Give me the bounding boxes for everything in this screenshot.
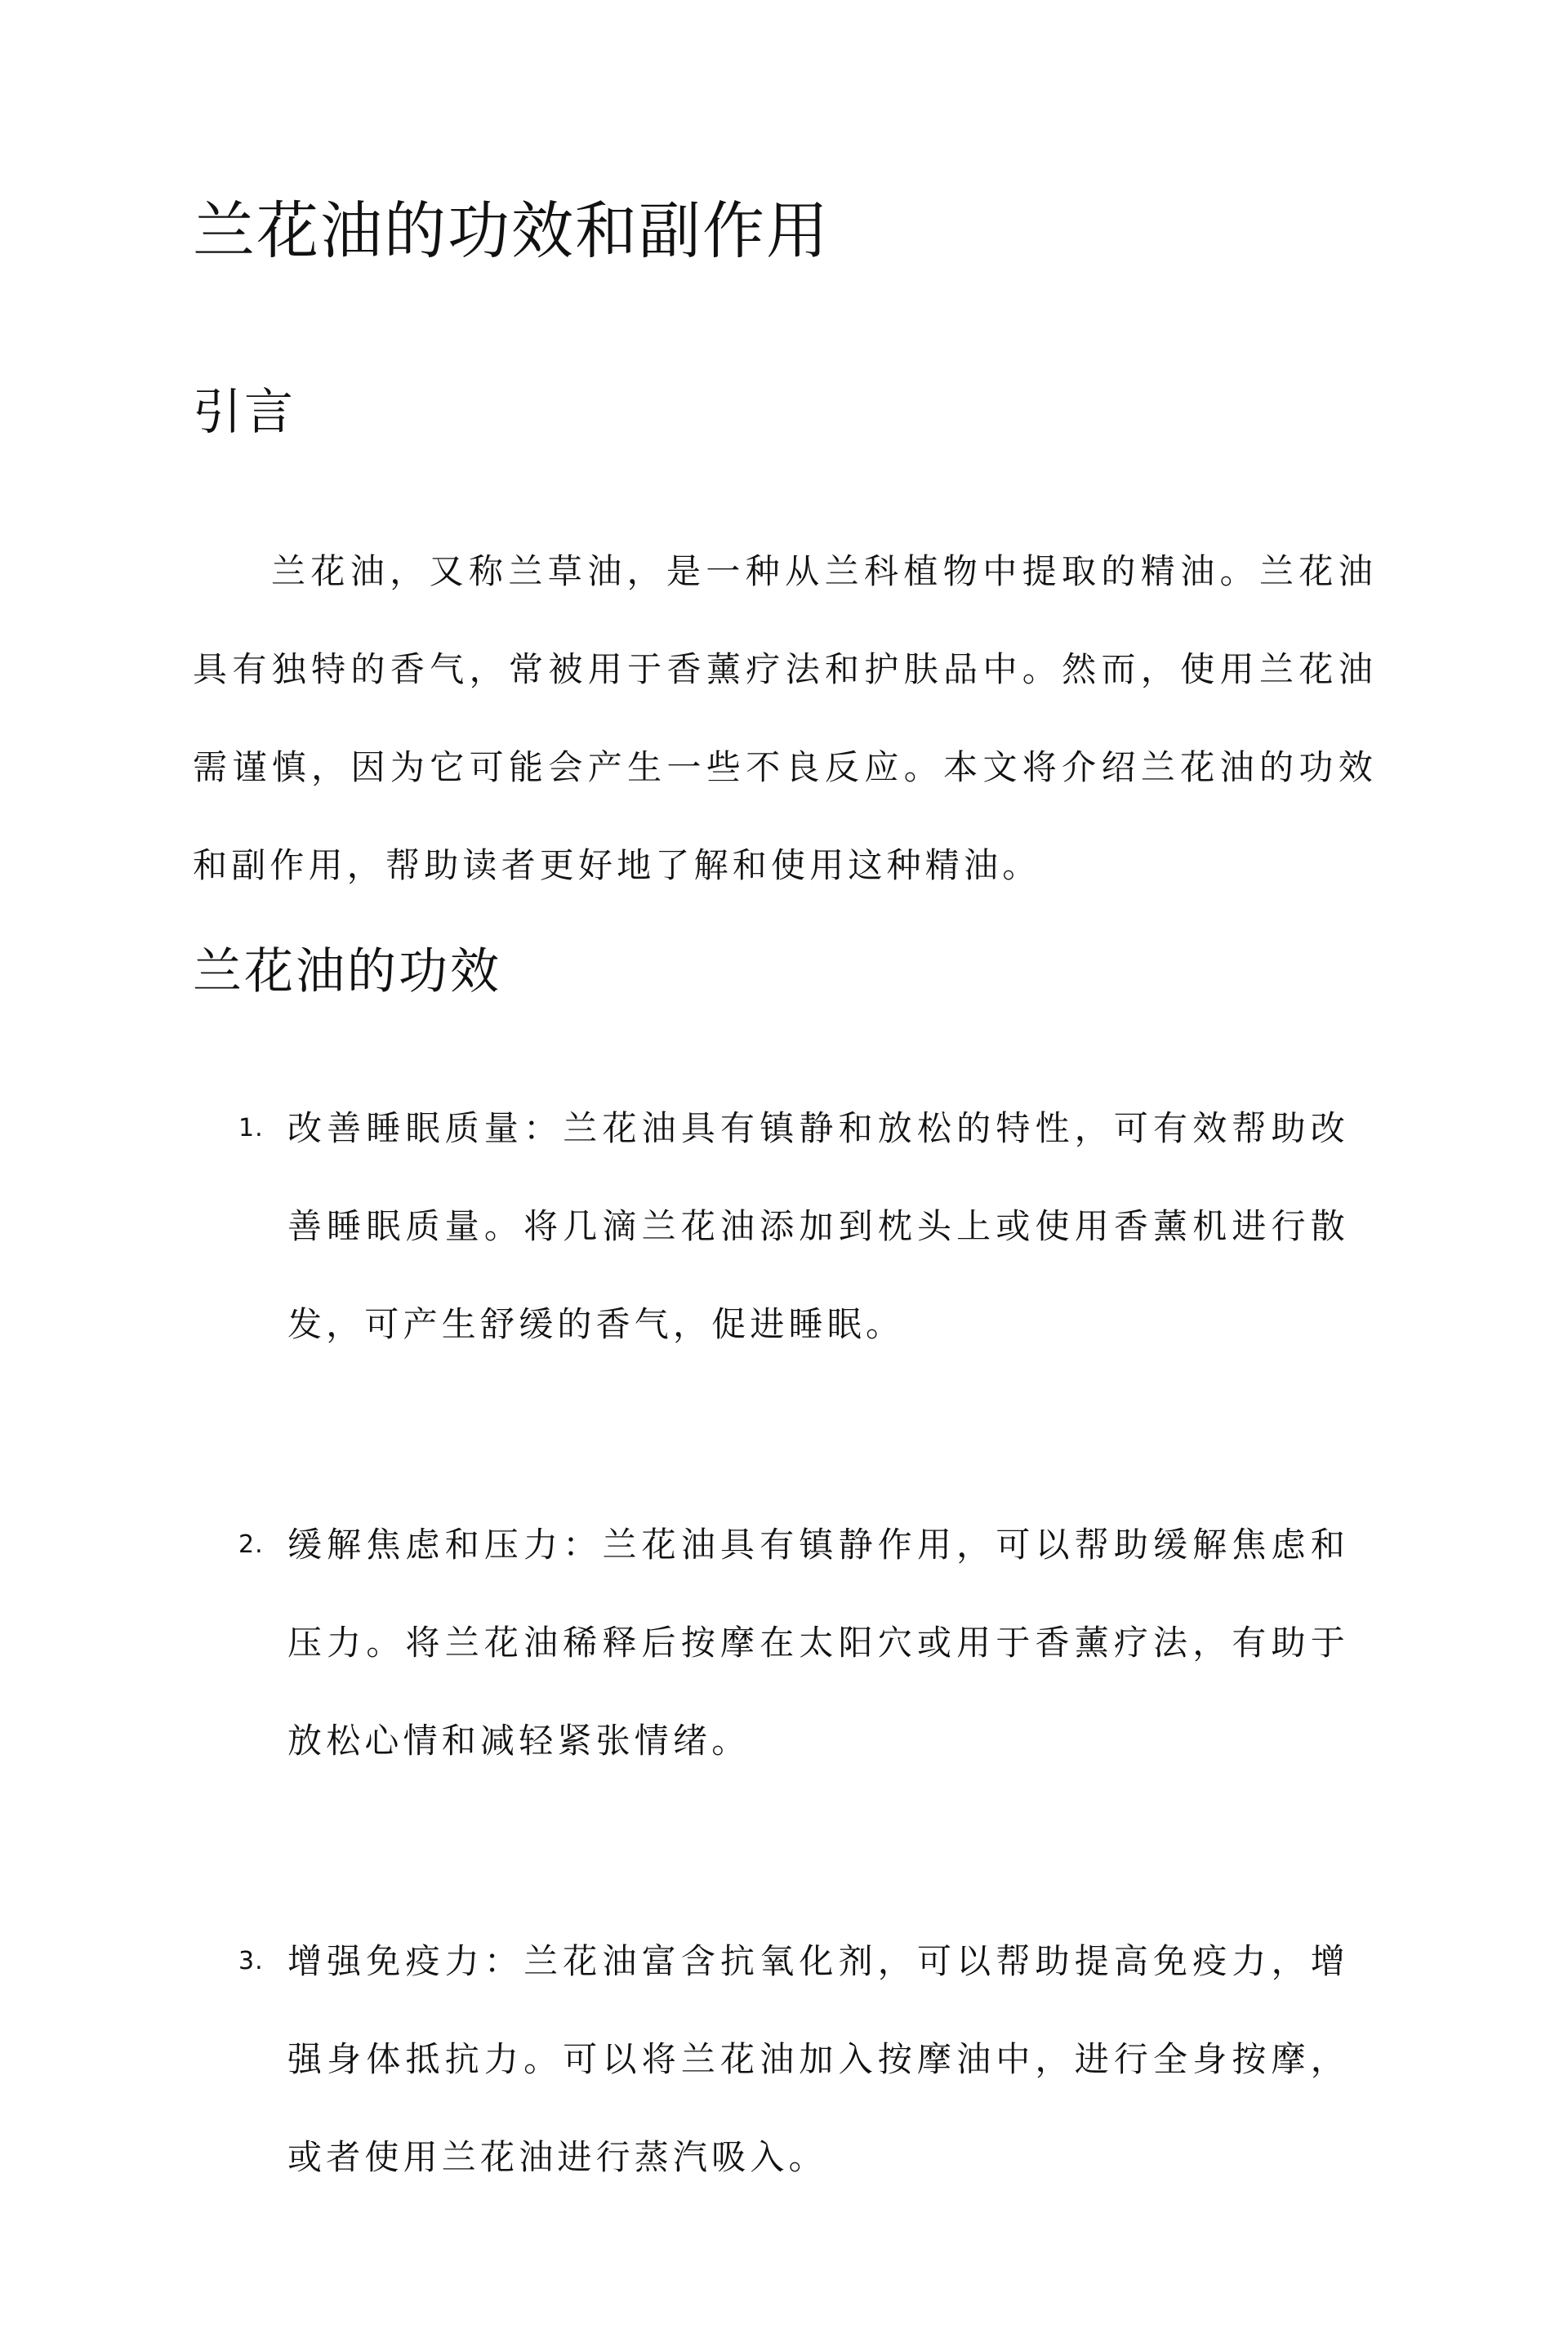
benefit-text: 缓解焦虑和压力：兰花油具有镇静作用，可以帮助缓解焦虑和压力。将兰花油稀释后按摩在太阳穴或用于香薰疗法，有助于放松心情和减轻紧张情绪。 [287,1525,1349,1761]
document-title: 兰花油的功效和副作用 [193,194,830,267]
intro-paragraph: 兰花油，又称兰草油，是一种从兰科植物中提取的精油。兰花油具有独特的香气，常被用于香薰疗法和护肤品中。然而，使用兰花油需谨慎，因为它可能会产生一些不良反应。本文将介绍兰花油的功效和副作用，帮助读者更好地了解和使用这种精油。 [193,551,1377,885]
benefit-item-sleep [193,1080,1377,1374]
list-number: 1. [238,1114,264,1142]
list-number: 2. [238,1530,264,1559]
benefits-list [193,1080,1377,2329]
list-number: 3. [238,1947,264,1975]
benefit-item-anxiety [193,1496,1377,1790]
intro-heading: 引言 [193,384,296,441]
benefit-text: 增强免疫力：兰花油富含抗氧化剂，可以帮助提高免疫力，增强身体抵抗力。可以将兰花油加入按摩油中，进行全身按摩，或者使用兰花油进行蒸汽吸入。 [287,1941,1349,2177]
benefit-text: 改善睡眠质量：兰花油具有镇静和放松的特性，可有效帮助改善睡眠质量。将几滴兰花油添加到枕头上或使用香薰机进行散发，可产生舒缓的香气，促进睡眠。 [287,1108,1349,1344]
benefit-item-immunity [193,1913,1377,2207]
benefits-heading: 兰花油的功效 [193,943,501,1000]
